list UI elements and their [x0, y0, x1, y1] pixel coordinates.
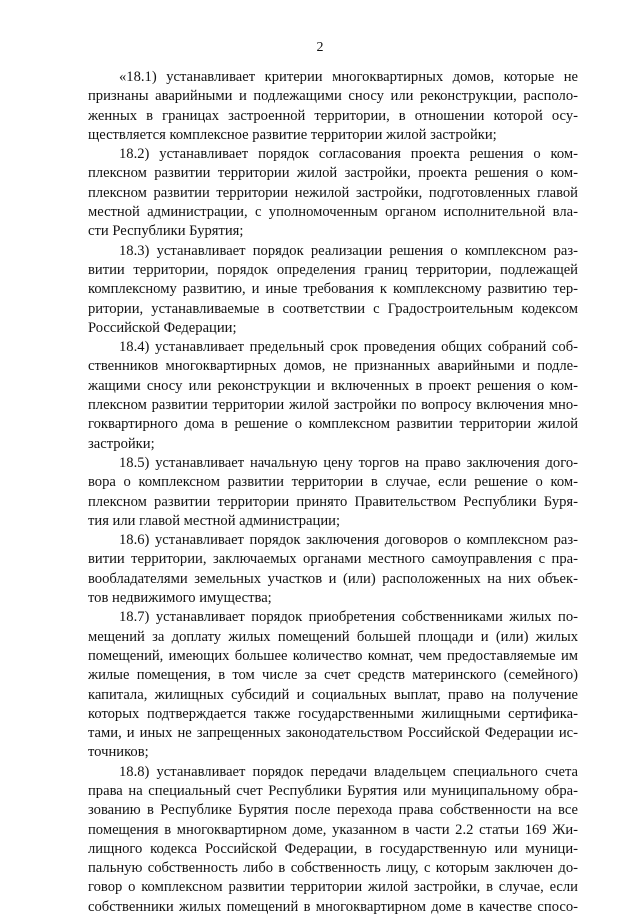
- text-line: вора о комплексном развитии территории в случае, если решение о ком-: [88, 474, 578, 491]
- text-line: тов недвижимого имущества;: [88, 590, 272, 607]
- text-line: ществляется комплексное развитие территории жилой застройки;: [88, 126, 497, 143]
- text-line: права на специальный счет Республики Бурятия или муниципальному обра-: [88, 782, 578, 799]
- text-line: лищного кодекса Российской Федерации, в государственную или муници-: [88, 840, 578, 857]
- text-line: помещений, имеющих большее количество комнат, чем предоставляемые им: [88, 647, 578, 664]
- text-line: витии территории, заключаемых органами местного самоуправления с пра-: [88, 551, 578, 568]
- text-line: тия или главой местной администрации;: [88, 512, 341, 529]
- text-line: женных в границах застроенной территории, в отношении которой осу-: [88, 107, 578, 124]
- text-line: 18.8) устанавливает порядок передачи владельцем специального счета: [119, 763, 578, 780]
- text-line: пальную собственность либо в собственность лицу, с которым заключен до-: [88, 860, 578, 877]
- paragraph-18-3: [88, 242, 578, 338]
- text-line: ритории, устанавливаемые в соответствии с Градостроительным кодексом: [88, 300, 578, 317]
- text-line: плексном развитии территории жилой застройки, проекта решения о ком-: [88, 165, 578, 182]
- text-line: местной администрации, с уполномоченным органом исполнительной вла-: [88, 204, 578, 221]
- text-line: гоквартирного дома в решение о комплексном развитии территории жилой: [88, 416, 578, 433]
- text-line: мещений за доплату жилых помещений большей площади и (или) жилых: [88, 628, 578, 645]
- paragraph-18-4: [88, 338, 578, 454]
- text-line: жащими сносу или реконструкции и включенных в проект решения о ком-: [88, 377, 578, 394]
- text-line: капитала, жилищных субсидий и социальных выплат, право на получение: [88, 686, 578, 703]
- text-line: витии территории, порядок определения границ территории, подлежащей: [88, 261, 578, 278]
- paragraph-18-6: [88, 531, 578, 608]
- text-line: жилые помещения, в том числе за счет средств материнского (семейного): [88, 667, 578, 684]
- text-line: ственников многоквартирных домов, не признанных аварийными и подле-: [88, 358, 578, 375]
- text-line: сти Республики Бурятия;: [88, 223, 244, 240]
- paragraph-18-8: [88, 763, 578, 917]
- paragraph-18-1: [88, 68, 578, 145]
- text-line: вообладателями земельных участков и (или) расположенных на них объек-: [88, 570, 578, 587]
- text-line: комплексному развитию, и иные требования к комплексному развитию тер-: [88, 281, 578, 298]
- text-line: «18.1) устанавливает критерии многоквартирных домов, которые не: [119, 69, 578, 85]
- text-line: признаны аварийными и подлежащими сносу или реконструкции, располо-: [88, 88, 578, 105]
- text-line: 18.2) устанавливает порядок согласования проекта решения о ком-: [119, 146, 578, 163]
- text-line: плексном развитии территории жилой застройки по вопросу включения мно-: [88, 397, 578, 414]
- text-line: застройки;: [88, 435, 155, 452]
- text-line: точников;: [88, 744, 149, 761]
- text-line: говор о комплексном развитии территории жилой застройки, в случае, если: [88, 879, 578, 896]
- text-line: собственники жилых помещений в многоквартирном доме в качестве спосо-: [88, 898, 578, 915]
- text-line: плексном развитии территории принято Правительством Республики Буря-: [88, 493, 578, 510]
- document-body: [88, 68, 578, 917]
- text-line: 18.4) устанавливает предельный срок проведения общих собраний соб-: [119, 339, 578, 356]
- text-line: 18.7) устанавливает порядок приобретения собственниками жилых по-: [119, 609, 578, 626]
- paragraph-18-5: [88, 454, 578, 531]
- page-number: 2: [316, 40, 324, 55]
- paragraph-18-2: [88, 145, 578, 241]
- text-line: помещения в многоквартирном доме, указанном в части 2.2 статьи 169 Жи-: [88, 821, 578, 838]
- text-line: 18.6) устанавливает порядок заключения договоров о комплексном раз-: [119, 532, 578, 549]
- text-line: тами, и иных не запрещенных законодательством Российской Федерации ис-: [88, 725, 578, 742]
- text-line: которых подтверждается также государственными жилищными сертифика-: [88, 705, 578, 722]
- text-line: зованию в Республике Бурятия после перехода права собственности на все: [88, 802, 578, 819]
- text-line: 18.5) устанавливает начальную цену торгов на право заключения дого-: [119, 454, 578, 471]
- text-line: 18.3) устанавливает порядок реализации решения о комплексном раз-: [119, 242, 578, 259]
- paragraph-18-7: [88, 608, 578, 762]
- text-line: Российской Федерации;: [88, 319, 237, 336]
- text-line: плексном развитии территории нежилой застройки, подготовленных главой: [88, 184, 578, 201]
